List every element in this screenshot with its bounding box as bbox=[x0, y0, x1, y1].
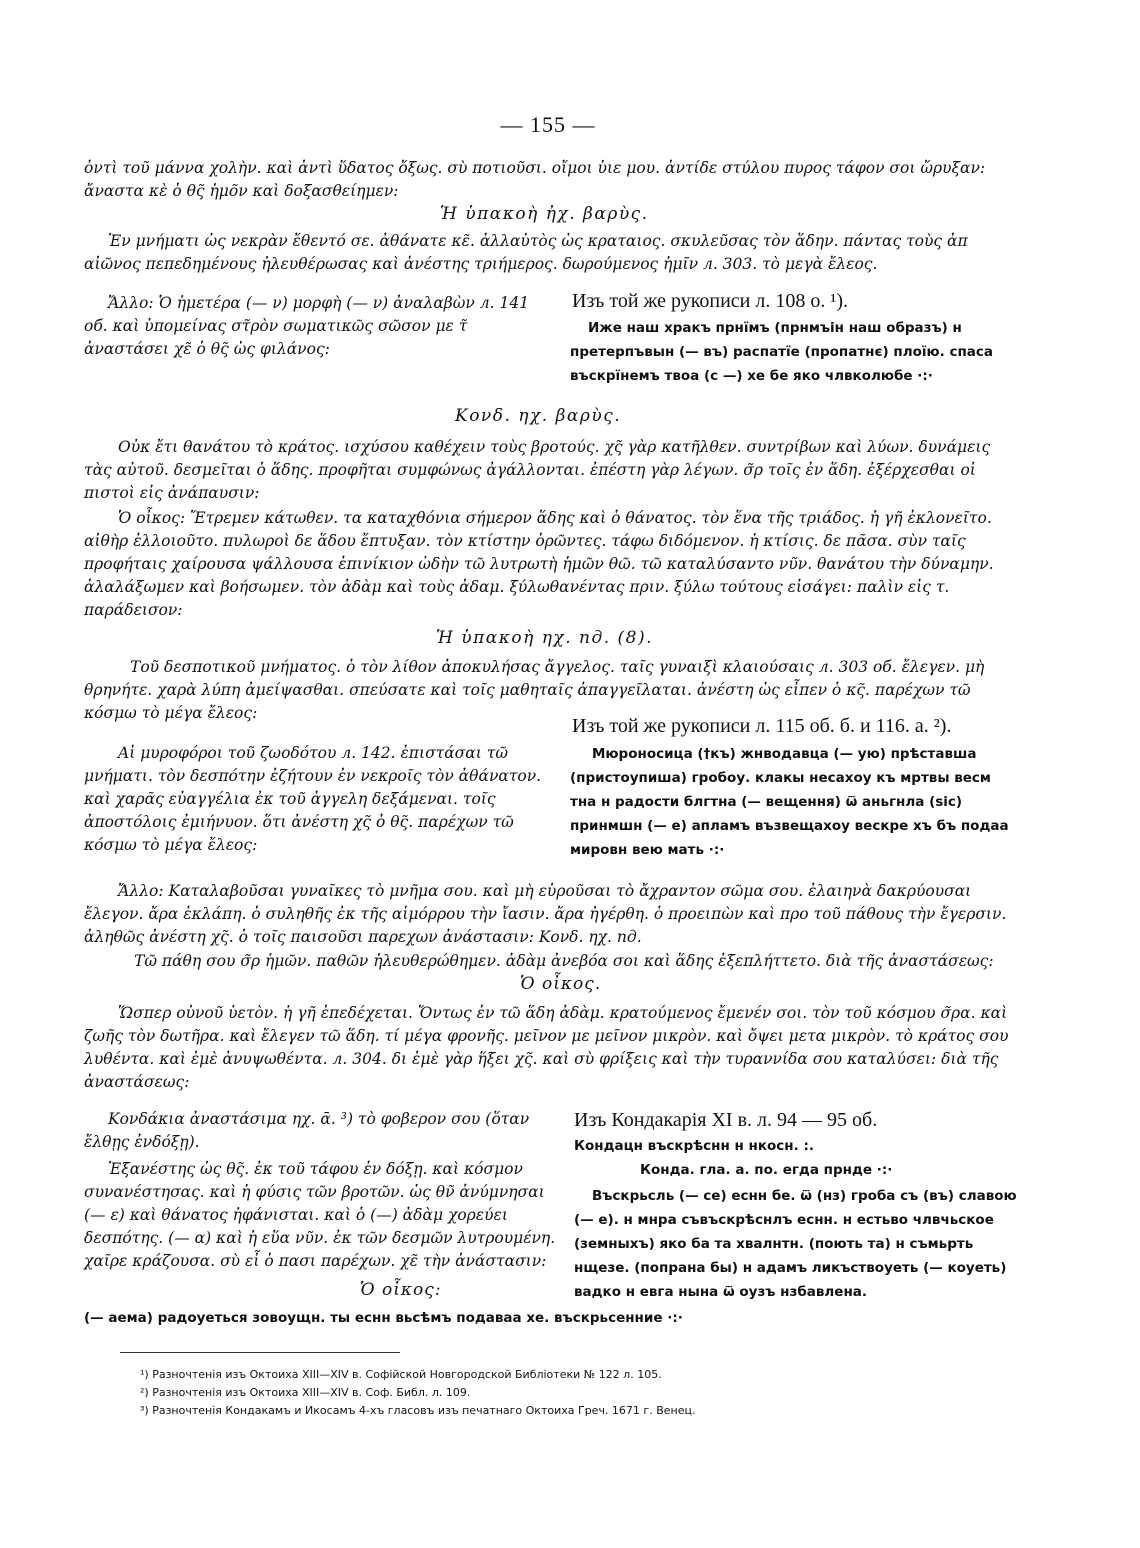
greek-paragraph-5: Τοῦ δεσποτικοῦ μνήματος. ὁ τὸν λίθον ἀποκυλήσας ἄγγελος. ταῖς γυναιξὶ κλαιούσαις л. 303 об. ἔλεγεν. μὴ θρηνήτε. χαρὰ λύπη ἀμείψασθαι. σπεύσατε καὶ τοῖς μαθηταῖς ἀπαγγεῖλαται. ἀνέστη ὡς εἶπεν ὁ κς̃. παρέχων τῶ κόσμω τὸ μέγα ἔλεος: bbox=[84, 658, 985, 722]
heading-kondak-1: Κονδ. ηχ. βαρὺς. bbox=[455, 406, 622, 426]
greek-paragraph-6: Αἱ μυροφόροι τοῦ ζωοδότου л. 142. ἐπιστάσαι τῶ μνήματι. τὸν δεσπότην ἐζήτουν ἐν νεκροῖς τὸν ἀθάνατον. καὶ χαρᾶς εὐαγγέλια ἐκ τοῦ ἀγγελη δεξάμεναι. τοῖς ἀποστόλοις ἐμιήνυον. ὅτι ἀνέστη χς̃ ὁ θς̃. παρέχων τῶ κόσμω τὸ μέγα ἔλεος: bbox=[84, 744, 542, 854]
source-note-3: Изъ Кондакарія XI в. л. 94 — 95 об. bbox=[574, 1109, 878, 1131]
slavonic-paragraph-1: Иже наш хракъ прнїмъ (прнмъін наш образъ) н претерпъвын (— въ) распатїе (пропатнє) плоїю. спаса въскрїнемъ твоа (с —) хе бе яко члвколюбе ·:· bbox=[570, 320, 994, 384]
greek-paragraph-9: Ὥσπερ οὐνοῦ ὑετὸν. ἡ γῆ ἐπεδέχεται. Ὄντως ἐν τῶ ἅδη ἀδὰμ. κρατούμενος ἔμενέν σοι. τὸν τοῦ κόσμου σ̃ρα. καὶ ζωῆς τὸν δωτῆρα. καὶ ἔλεγεν τῶ ἅδη. τί μέγα φρονῆς. μεῖνον με μεῖνον μικρὸν. καὶ ὄψει μετα μικρὸν. τὸ κράτος σου λυθέντα. καὶ ἐμὲ ἀνυψωθέντα. л. 304. δι ἐμὲ γὰρ ἥξει χς̃. καὶ σὺ φρίξεις καὶ τὴν τυραννίδα σου καταλύσει: διὰ τῆς ἀναστάσεως: bbox=[84, 1004, 1009, 1091]
slavonic-heading-kondaci: Кондацн въскрѣснн н нкосн. :. bbox=[574, 1138, 814, 1154]
heading-ypakoi-2: Ἡ ὑπακοὴ ηχ. пд. (8). bbox=[436, 628, 654, 648]
footnote-divider bbox=[120, 1352, 400, 1353]
slavonic-heading-konda: Конда. гла. а. по. егда прнде ·:· bbox=[640, 1162, 893, 1178]
source-note-1: Изъ той же рукописи л. 108 о. ¹). bbox=[572, 290, 849, 312]
slavonic-paragraph-3: Въскрьсль (— се) еснн бе. ѿ (нз) гроба съ (въ) славою (— е). н мнра съвъскрѣснлъ еснн. н естьво члвчьское (земныхъ) яко ба та хвалнтн. (поють та) н съмьрть нщезе. (попрана бы) н адамъ ликъствоуеть (— коуеть) вадко н евга нына ѿ оузъ нзбавлена. bbox=[574, 1188, 1017, 1300]
greek-paragraph-1: ὀντὶ τοῦ μάννα χολὴν. καὶ ἀντὶ ὕδατος ὄξως. σὺ ποτιοῦσι. οἴμοι ὑιε μου. ἀντίδε στύλου πυρος τάφον σοι ὤρυξαν: ἄναστα κὲ ὁ θς̃ ἡμο̃ν καὶ δοξασθείημεν: bbox=[84, 159, 986, 200]
greek-paragraph-7: Ἄλλο: Καταλαβοῦσαι γυναῖκες τὸ μνῆμα σου. καὶ μὴ εὑροῦσαι τὸ ἄχραντον σῶμα σου. ἐλαιηνὰ δακρύουσαι ἔλεγον. ἄρα ἐκλάπη. ὁ συληθῆς ἐκ τῆς αἱμόρρου τὴν ἴασιν. ἄρα ἠγέρθη. ὁ προειπὼν καὶ προ τοῦ πάθους τὴν ἔγερσιν. ἀληθῶς ἀνέστη χς̃. ὁ τοῖς παισοῦσι παρεχων ἀνάστασιν: Κονδ. ηχ. пд. bbox=[84, 882, 1007, 946]
source-note-2: Изъ той же рукописи л. 115 об. б. и 116. а. ²). bbox=[572, 715, 952, 737]
greek-paragraph-4: Ὁ οἶκος: Ἔτρεμεν κάτωθεν. τα καταχθόνια σήμερον ἅδης καὶ ὁ θάνατος. τὸν ἕνα τῆς τριάδος. ἡ γῆ ἐκλονεῖτο. αἰθὴρ ἐλλοιοῦτο. πυλωροὶ δε ἅδου ἔπτυξαν. τὸν κτίστην ὁρῶντες. τάφω διδόμενον. ἡ κτίσις. δε πᾶσα. σὺν ταῖς προφήταις χαίρουσα ψάλλουσα ἐπινίκιον ὠδὴν τῶ λυτρωτὴ ἡμῶν θῶ. τῶ καταλύσαντο νῦν. θανάτου τὴν δύναμην. ἀλαλάξωμεν καὶ βοήσωμεν. τὸν ἀδὰμ καὶ τοὺς ἀδαμ. ξύλωθανέντας πριν. ξύλω τούτους εἰσάγει: παλὶν εἰς τ. παράδεισον: bbox=[84, 509, 994, 619]
greek-paragraph-10: Κονδάκια ἀναστάσιμα ηχ. ᾱ. ³) τὸ φοβερον σου (ὅταν ἔλθῃς ἐνδόξῃ). bbox=[84, 1110, 530, 1151]
heading-oikos-2: Ὁ οἶκος. bbox=[520, 974, 602, 994]
footnote-2: ²) Разночтенія изъ Октоиха XIII—XIV в. Соф. Библ. л. 109. bbox=[140, 1386, 471, 1399]
slavonic-paragraph-2: Мюроносица (†къ) жнводавца (— ую) прѣставша (пристоупиша) гробоу. клакы несахоу къ мртвы весм тна н радости блгтна (— вещення) ѿ аньгнла (sic) принмшн (— е) апламъ възвещахоу вескре хъ бъ подаа мировн вею мать ·:· bbox=[570, 746, 1009, 858]
slavonic-paragraph-4: (— аема) радоуеться зовоущн. ты еснн вьсѣмъ подаваа хе. въскрьсенние ·:· bbox=[84, 1310, 683, 1326]
greek-paragraph-11: Ἐξανέστης ὡς θς̃. ἐκ τοῦ τάφου ἐν δόξῃ. καὶ κόσμον συνανέστησας. καὶ ἡ φύσις τῶν βροτῶν. ὡς θν̃ ἀνύμνησαι (— ε) καὶ θάνατος ἠφάνισται. καὶ ὁ (—) ἀδὰμ χορεύει δεσπότης. (— α) καὶ ἡ εὕα νῦν. ἐκ τῶν δεσμῶν λυτρουμένη. χαῖρε κράζουσα. σὺ εἶ ὁ πασι παρέχων. χε̃ τὴν ἀνάστασιν: bbox=[84, 1160, 556, 1270]
greek-paragraph-3: Οὐκ ἔτι θανάτου τὸ κράτος. ισχύσου καθέχειν τοὺς βροτούς. χς̃ γὰρ κατῆλθεν. συντρίβων καὶ λύων. δυνάμεις τὰς αὐτοῦ. δεσμεῖται ὁ ἅδης. προφῆται συμφώνως ἀγάλλονται. ἐπέστη γὰρ λέγων. σ̃ρ τοῖς ἐν ἅδη. ἐξέρχεσθαι οἱ πιστοὶ εἰς ἀνάπαυσιν: bbox=[84, 438, 991, 502]
greek-paragraph-allo-1: Ἄλλο: Ὁ ἡμετέρα (— ν) μορφὴ (— ν) ἀναλαβὼν л. 141 об. καὶ ὑπομείνας στ̃ρὸν σωματικῶς σῶσον με τ̃ ἀναστάσει χε̃ ὁ θς̃ ὡς φιλάνος: bbox=[84, 294, 530, 358]
greek-paragraph-8: Τῶ πάθη σου σ̃ρ ἡμῶν. παθῶν ἠλευθερώθημεν. ἀδὰμ ἀνεβόα σοι καὶ ἅδης ἐξεπλήττετο. διὰ τῆς ἀναστάσεως: bbox=[134, 952, 994, 970]
heading-oikos-3: Ὁ οἶκος: bbox=[360, 1280, 442, 1300]
greek-paragraph-2: Ἐν μνήματι ὡς νεκρὰν ἔθεντό σε. ἀθάνατε κε̃. ἀλλαὐτὸς ὡς κραταιος. σκυλεῦσας τὸν ἅδην. πάντας τοὺς ἀπ αἰῶνος πεπεδημένους ἠλευθέρωσας καὶ ἀνέστης τριήμερος. δωρούμενος ἡμῖν л. 303. τὸ μεγὰ ἔλεος. bbox=[84, 232, 968, 273]
heading-ypakoi-1: Ἡ ὑπακοὴ ἠχ. βαρὺς. bbox=[440, 204, 649, 224]
page-number: — 155 — bbox=[500, 112, 596, 137]
footnote-3: ³) Разночтенія Кондакамъ и Икосамъ 4-хъ гласовъ изъ печатнаго Октоиха Греч. 1671 г. Венец. bbox=[140, 1404, 696, 1417]
footnote-1: ¹) Разночтенія изъ Октоиха XIII—XIV в. Софійской Новгородской Библіотеки № 122 л. 105. bbox=[140, 1368, 662, 1381]
